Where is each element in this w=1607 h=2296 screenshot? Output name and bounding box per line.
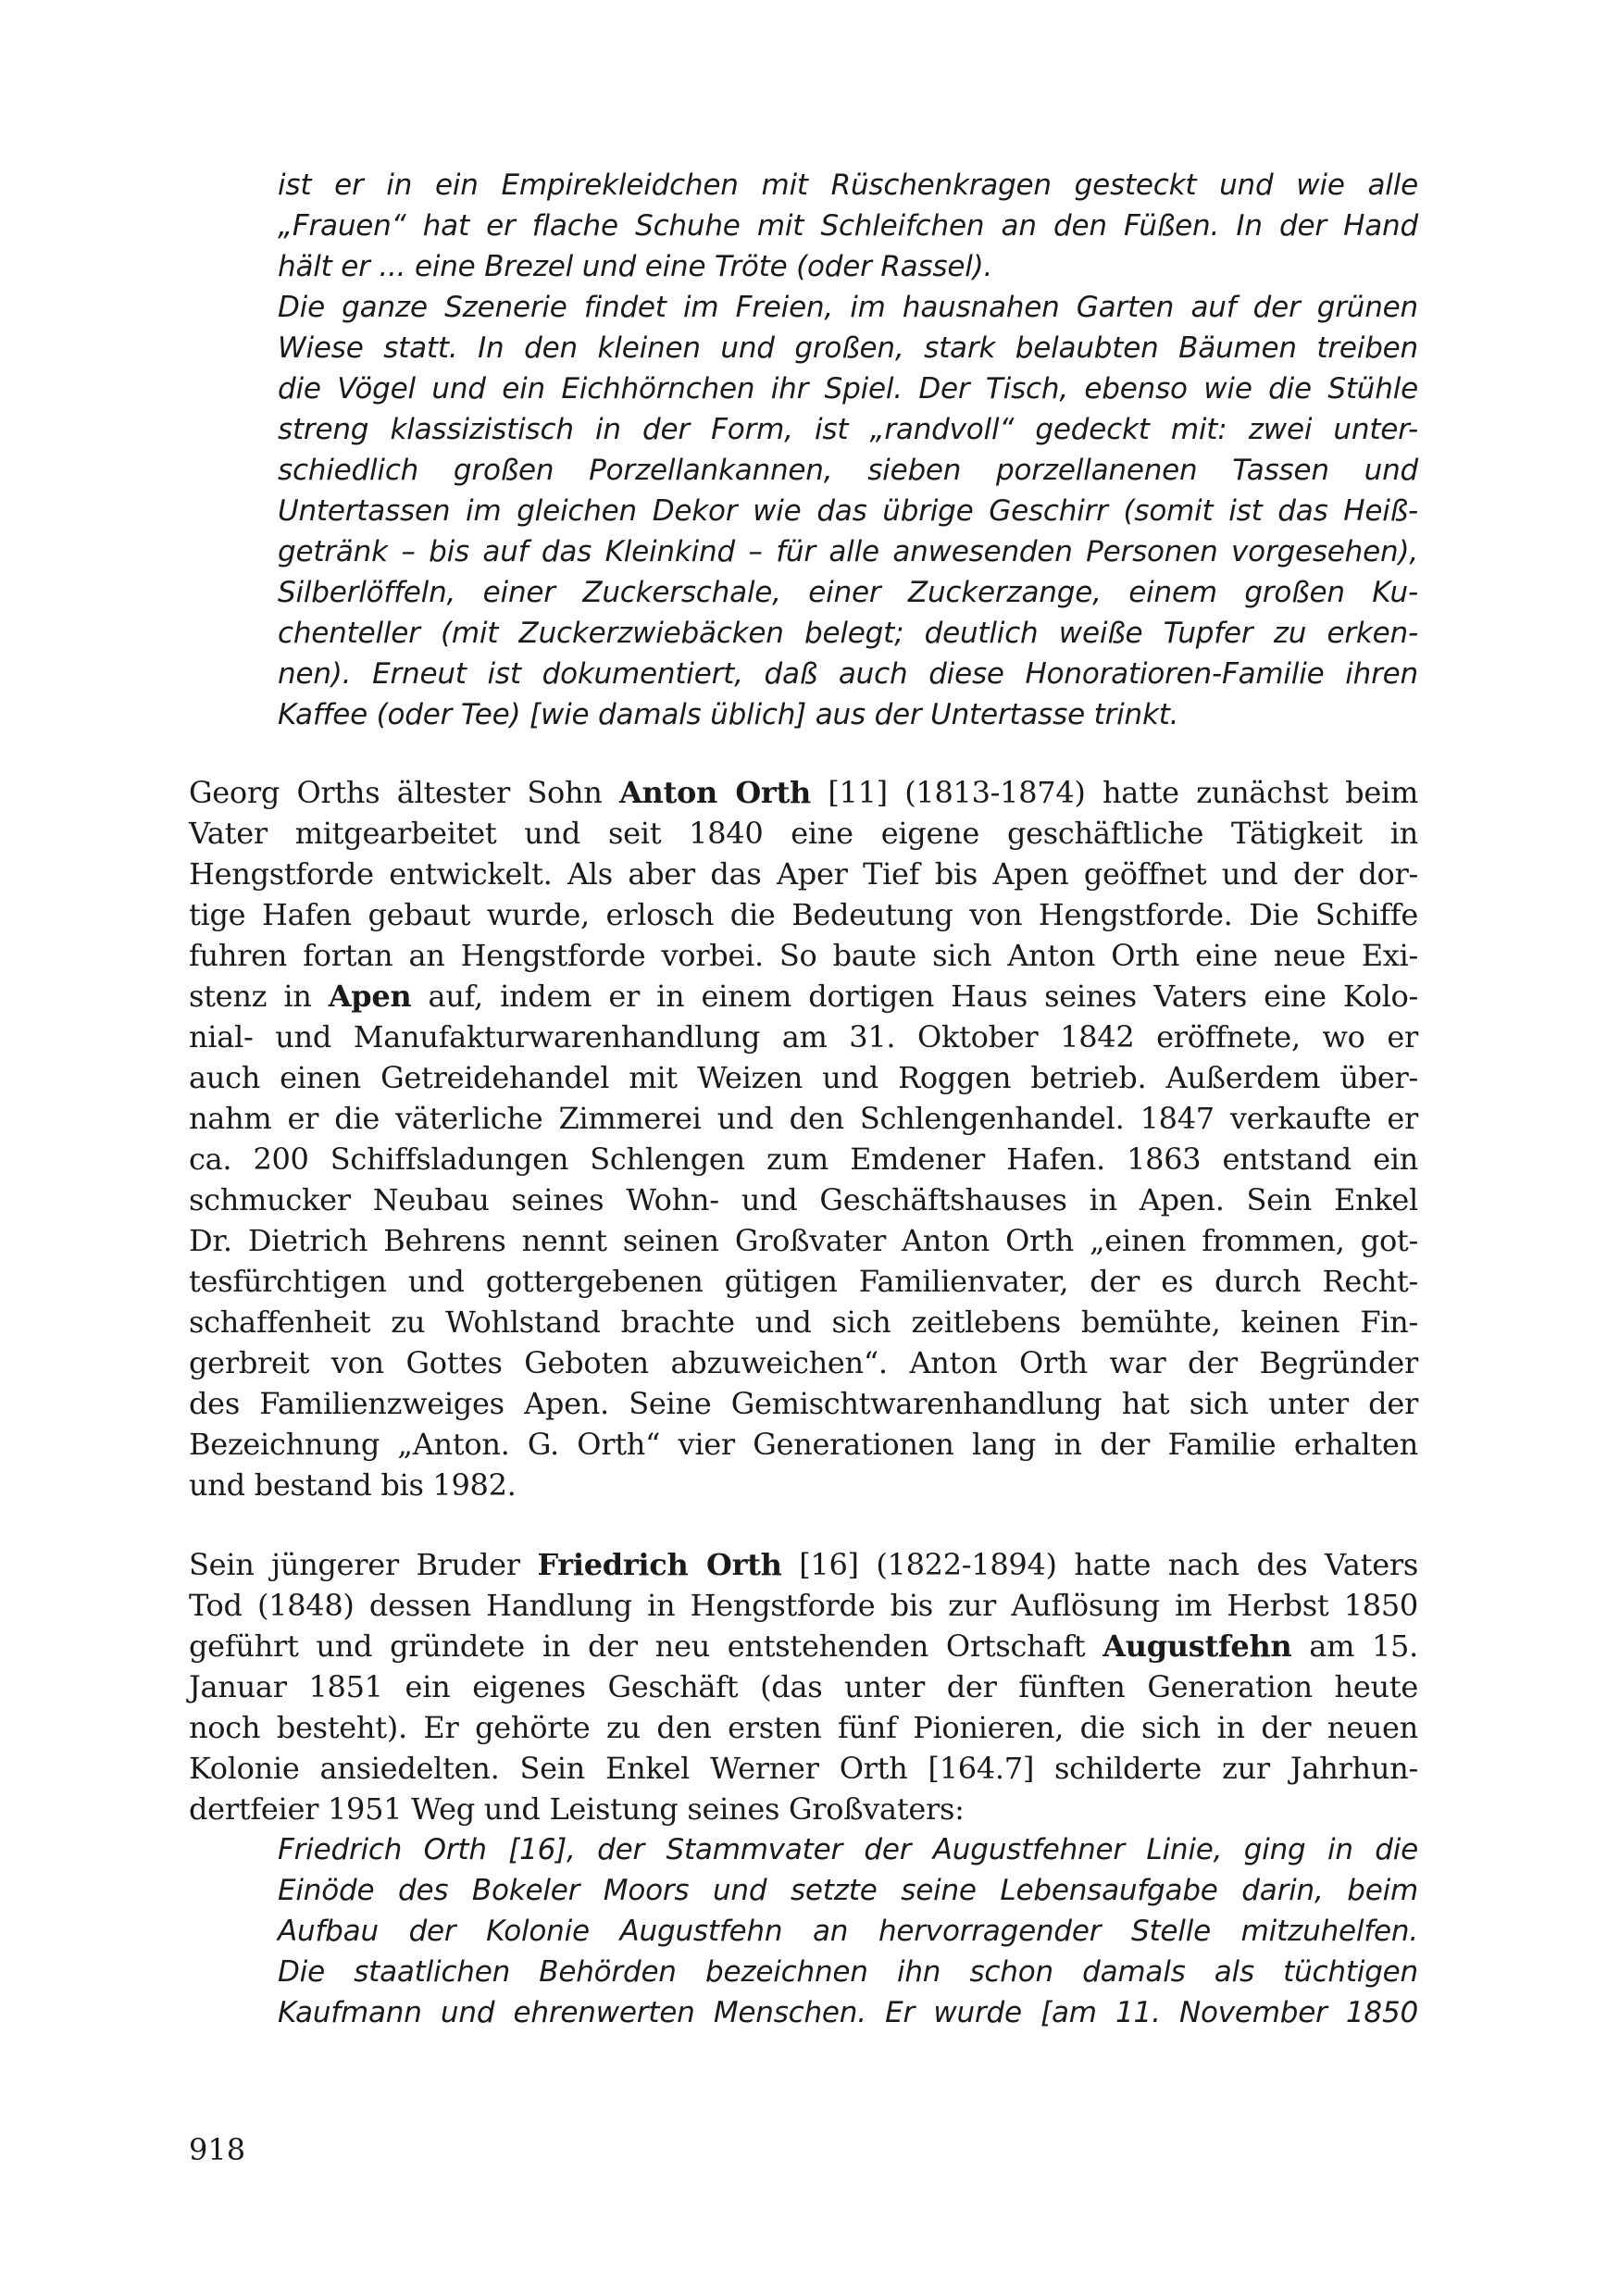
body-line: Vater mitgearbeitet und seit 1840 eine eigene geschäftliche Tätigkeit in bbox=[189, 816, 1418, 851]
body-line: tige Hafen gebaut wurde, erlosch die Bedeutung von Hengstforde. Die Schiffe bbox=[189, 897, 1418, 932]
body-line bbox=[189, 1544, 1418, 1585]
body-line: Tod (1848) dessen Handlung in Hengstforde bis zur Auflösung im Herbst 1850 bbox=[189, 1588, 1418, 1623]
quote-line: Die staatlichen Behörden bezeichnen ihn schon damals als tüchtigen bbox=[278, 1955, 1418, 1989]
body-line: und bestand bis 1982. bbox=[189, 1467, 517, 1503]
quote-line: Aufbau der Kolonie Augustfehn an hervorragender Stelle mitzuhelfen. bbox=[278, 1915, 1418, 1948]
text-run: stenz in bbox=[189, 979, 329, 1014]
quote-line: Einöde des Bokeler Moors und setzte seine Lebensaufgabe darin, beim bbox=[278, 1874, 1418, 1907]
quote-line: nen). Erneut ist dokumentiert, daß auch diese Honoratioren-Familie ihren bbox=[278, 657, 1418, 691]
body-line: tesfürchtigen und gottergebenen gütigen Familienvater, der es durch Recht- bbox=[189, 1264, 1418, 1299]
place-augustfehn: Augustfehn bbox=[1102, 1628, 1292, 1664]
body-line: schaffenheit zu Wohlstand brachte und sich zeitlebens bemühte, keinen Fin- bbox=[189, 1304, 1418, 1340]
page-number: 918 bbox=[189, 2132, 246, 2167]
quote-line: Friedrich Orth [16], der Stammvater der Augustfehner Linie, ging in die bbox=[278, 1833, 1418, 1866]
body-line bbox=[189, 772, 1418, 813]
quote-line: Wiese statt. In den kleinen und großen, stark belaubten Bäumen treiben bbox=[278, 331, 1418, 365]
body-line: Bezeichnung „Anton. G. Orth“ vier Generationen lang in der Familie erhalten bbox=[189, 1427, 1418, 1462]
quote-line: ist er in ein Empirekleidchen mit Rüschenkragen gesteckt und wie alle bbox=[278, 168, 1418, 202]
body-line: gerbreit von Gottes Geboten abzuweichen“. Anton Orth war der Begründer bbox=[189, 1345, 1418, 1380]
text-run: Sein jüngerer Bruder bbox=[189, 1547, 538, 1582]
body-line bbox=[189, 976, 1418, 1017]
body-line: ca. 200 Schiffsladungen Schlengen zum Emdener Hafen. 1863 entstand ein bbox=[189, 1142, 1418, 1177]
body-line: des Familienzweiges Apen. Seine Gemischtwarenhandlung hat sich unter der bbox=[189, 1386, 1418, 1421]
body-line bbox=[189, 1626, 1418, 1666]
quote-line: Silberlöffeln, einer Zuckerschale, einer Zuckerzange, einem großen Ku- bbox=[278, 576, 1418, 609]
quote-line: „Frauen“ hat er flache Schuhe mit Schleifchen an den Füßen. In der Hand bbox=[278, 209, 1418, 243]
quote-line: Kaufmann und ehrenwerten Menschen. Er wurde [am 11. November 1850 bbox=[278, 1996, 1418, 2029]
quote-line: die Vögel und ein Eichhörnchen ihr Spiel. Der Tisch, ebenso wie die Stühle bbox=[278, 372, 1418, 406]
quote-line: Die ganze Szenerie findet im Freien, im hausnahen Garten auf der grünen bbox=[278, 291, 1418, 324]
body-line: nahm er die väterliche Zimmerei und den Schlengenhandel. 1847 verkaufte er bbox=[189, 1101, 1418, 1136]
body-line: dertfeier 1951 Weg und Leistung seines Großvaters: bbox=[189, 1791, 965, 1827]
quote-line: Kaffee (oder Tee) [wie damals üblich] aus der Untertasse trinkt. bbox=[278, 698, 1179, 731]
quote-line: Untertassen im gleichen Dekor wie das übrige Geschirr (somit ist das Heiß- bbox=[278, 494, 1418, 528]
body-line: Kolonie ansiedelten. Sein Enkel Werner Orth [164.7] schilderte zur Jahrhun- bbox=[189, 1751, 1418, 1786]
quote-line: chenteller (mit Zuckerzwiebäcken belegt; deutlich weiße Tupfer zu erken- bbox=[278, 617, 1418, 650]
body-line: Januar 1851 ein eigenes Geschäft (das unter der fünften Generation heute bbox=[189, 1669, 1418, 1704]
body-line: Dr. Dietrich Behrens nennt seinen Großvater Anton Orth „einen frommen, got- bbox=[189, 1223, 1418, 1258]
text-run: auf, indem er in einem dortigen Haus seines Vaters eine Kolo- bbox=[411, 979, 1418, 1014]
body-line: schmucker Neubau seines Wohn- und Geschäftshauses in Apen. Sein Enkel bbox=[189, 1182, 1418, 1217]
name-anton-orth: Anton Orth bbox=[619, 775, 811, 810]
text-run: am 15. bbox=[1291, 1628, 1418, 1664]
text-run: [11] (1813-1874) hatte zunächst beim bbox=[810, 775, 1418, 810]
body-line: noch besteht). Er gehörte zu den ersten fünf Pionieren, die sich in der neuen bbox=[189, 1710, 1418, 1745]
quote-line: schiedlich großen Porzellankannen, sieben porzellanenen Tassen und bbox=[278, 454, 1418, 487]
body-line: fuhren fortan an Hengstforde vorbei. So baute sich Anton Orth eine neue Exi- bbox=[189, 938, 1418, 973]
name-friedrich-orth: Friedrich Orth bbox=[537, 1547, 782, 1582]
place-apen: Apen bbox=[328, 979, 412, 1014]
body-line: auch einen Getreidehandel mit Weizen und Roggen betrieb. Außerdem über- bbox=[189, 1060, 1418, 1095]
text-run: geführt und gründete in der neu entstehenden Ortschaft bbox=[189, 1628, 1103, 1664]
text-run: Georg Orths ältester Sohn bbox=[189, 775, 619, 810]
text-run: [16] (1822-1894) hatte nach des Vaters bbox=[781, 1547, 1418, 1582]
quote-line: getränk – bis auf das Kleinkind – für alle anwesenden Personen vorgesehen), bbox=[278, 535, 1418, 568]
body-line: Hengstforde entwickelt. Als aber das Aper Tief bis Apen geöffnet und der dor- bbox=[189, 856, 1418, 892]
quote-line: hält er ... eine Brezel und eine Tröte (oder Rassel). bbox=[278, 250, 993, 283]
body-line: nial- und Manufakturwarenhandlung am 31. Oktober 1842 eröffnete, wo er bbox=[189, 1019, 1418, 1054]
quote-line: streng klassizistisch in der Form, ist „randvoll“ gedeckt mit: zwei unter- bbox=[278, 413, 1418, 446]
